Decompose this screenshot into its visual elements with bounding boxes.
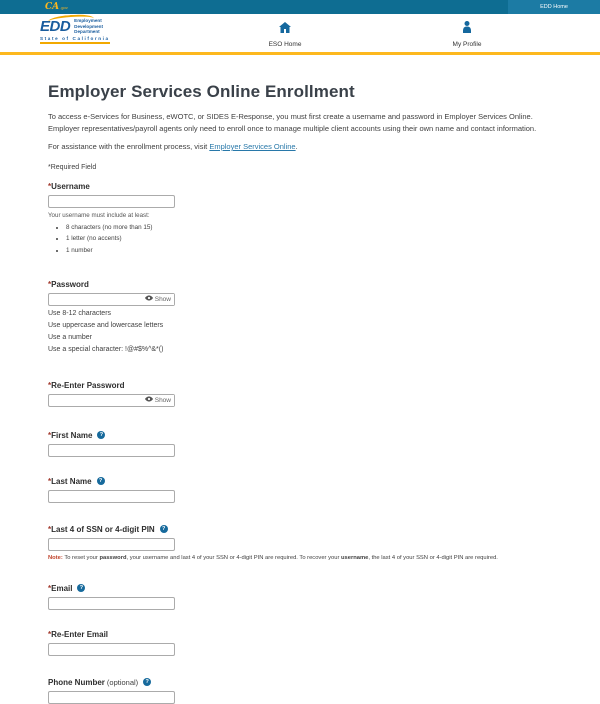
required-field-note: *Required Field xyxy=(48,164,97,171)
ssn-pin-label: Last 4 of SSN or 4-digit PIN xyxy=(51,524,155,534)
password-rule: Use a number xyxy=(48,333,92,341)
last-name-input[interactable] xyxy=(48,490,175,503)
employer-services-online-link[interactable]: Employer Services Online xyxy=(209,142,296,151)
email-field-group xyxy=(48,584,556,610)
required-star: * xyxy=(48,583,52,593)
intro-text: To access e-Services for Business, eWOTC, or SIDES E-Response, you must first create a username and password in Employer Services Online. Employer representatives/payroll agents only need to enroll once to manage multiple client accounts using their own name and contact information. xyxy=(48,112,537,133)
assistance-text xyxy=(48,142,556,151)
email-label: Email xyxy=(51,583,73,593)
phone-label: Phone Number xyxy=(48,677,105,687)
main-content xyxy=(0,82,600,704)
phone-optional-label: (optional) xyxy=(106,677,139,687)
email-input[interactable] xyxy=(48,597,175,610)
required-star: * xyxy=(48,629,52,639)
edd-logo-state: State of California xyxy=(40,36,110,44)
note-text: To reset your xyxy=(62,554,100,561)
password-rule: Use a special character: !@#$%^&*() xyxy=(48,345,164,353)
edd-dept-line: Department xyxy=(74,29,100,35)
first-name-input[interactable] xyxy=(48,444,175,457)
nav-eso-home-label: ESO Home xyxy=(268,41,302,48)
first-name-label: First Name xyxy=(51,430,93,440)
edd-dept-line: Development xyxy=(74,23,104,29)
edd-logo[interactable] xyxy=(40,18,110,44)
required-star: * xyxy=(48,476,52,486)
password-field-group xyxy=(48,280,556,354)
required-star: * xyxy=(48,380,52,390)
username-field-group xyxy=(48,182,556,254)
username-input[interactable] xyxy=(48,195,175,208)
password-show-button[interactable] xyxy=(142,294,174,305)
help-icon[interactable]: ? xyxy=(77,584,85,592)
assistance-prefix: For assistance with the enrollment process, visit xyxy=(48,142,210,151)
edd-home-button[interactable]: EDD Home xyxy=(508,0,600,14)
phone-input[interactable] xyxy=(48,691,175,704)
username-label: Username xyxy=(51,182,90,191)
page-title: Employer Services Online Enrollment xyxy=(48,82,355,101)
site-header xyxy=(0,14,600,55)
edd-dept-line: Employment xyxy=(74,18,102,23)
reenter-password-show-label: Show xyxy=(154,396,171,404)
person-icon xyxy=(462,20,472,38)
help-icon[interactable]: ? xyxy=(143,678,151,686)
help-icon[interactable]: ? xyxy=(160,525,168,533)
password-show-label: Show xyxy=(154,295,171,303)
nav-eso-home[interactable] xyxy=(255,20,315,48)
username-requirements-list xyxy=(66,224,556,254)
phone-field-group xyxy=(48,678,556,704)
assistance-suffix: . xyxy=(295,142,298,151)
password-label: Password xyxy=(51,279,89,289)
reenter-email-field-group xyxy=(48,630,556,656)
ssn-pin-input[interactable] xyxy=(48,538,175,551)
eye-icon xyxy=(145,295,153,303)
ssn-pin-field-group xyxy=(48,525,556,561)
reenter-email-input[interactable] xyxy=(48,643,175,656)
username-hint: Your username must include at least: xyxy=(48,212,150,219)
last-name-label: Last Name xyxy=(51,476,92,486)
username-requirement: • 1 letter (no accents) xyxy=(66,235,556,242)
nav-my-profile[interactable] xyxy=(437,20,497,48)
note-label: Note: xyxy=(48,554,63,561)
first-name-field-group xyxy=(48,431,556,457)
eye-icon xyxy=(145,396,153,404)
ssn-pin-note xyxy=(48,555,556,561)
note-text: , the last 4 of your SSN or 4-digit PIN are required. xyxy=(368,554,498,561)
help-icon[interactable]: ? xyxy=(97,431,105,439)
required-star: * xyxy=(48,182,52,191)
home-icon xyxy=(279,20,291,38)
required-star: * xyxy=(48,524,52,534)
last-name-field-group xyxy=(48,477,556,503)
required-star: * xyxy=(48,279,52,289)
reenter-email-label: Re-Enter Email xyxy=(51,629,109,639)
reenter-password-field-group xyxy=(48,381,556,407)
required-star: * xyxy=(48,430,52,440)
gov-topbar xyxy=(0,0,600,14)
note-bold: username xyxy=(340,554,369,561)
ca-gov-logo[interactable] xyxy=(45,3,68,12)
ca-gov-logo-ca: CA xyxy=(45,1,60,12)
edd-logo-text: EDD xyxy=(40,18,71,36)
note-bold: password xyxy=(99,554,127,561)
reenter-password-label: Re-Enter Password xyxy=(51,380,125,390)
username-requirement: • 1 number xyxy=(66,247,556,254)
password-rule: Use 8-12 characters xyxy=(48,309,112,317)
nav-my-profile-label: My Profile xyxy=(452,41,482,48)
reenter-password-show-button[interactable] xyxy=(142,395,174,406)
password-rule: Use uppercase and lowercase letters xyxy=(48,321,164,329)
ca-gov-logo-gov: .gov xyxy=(60,4,68,10)
note-text: , your username and last 4 of your SSN or 4-digit PIN are required. To recover your xyxy=(126,554,341,561)
username-requirement: • 8 characters (no more than 15) xyxy=(66,224,556,231)
help-icon[interactable]: ? xyxy=(97,477,105,485)
